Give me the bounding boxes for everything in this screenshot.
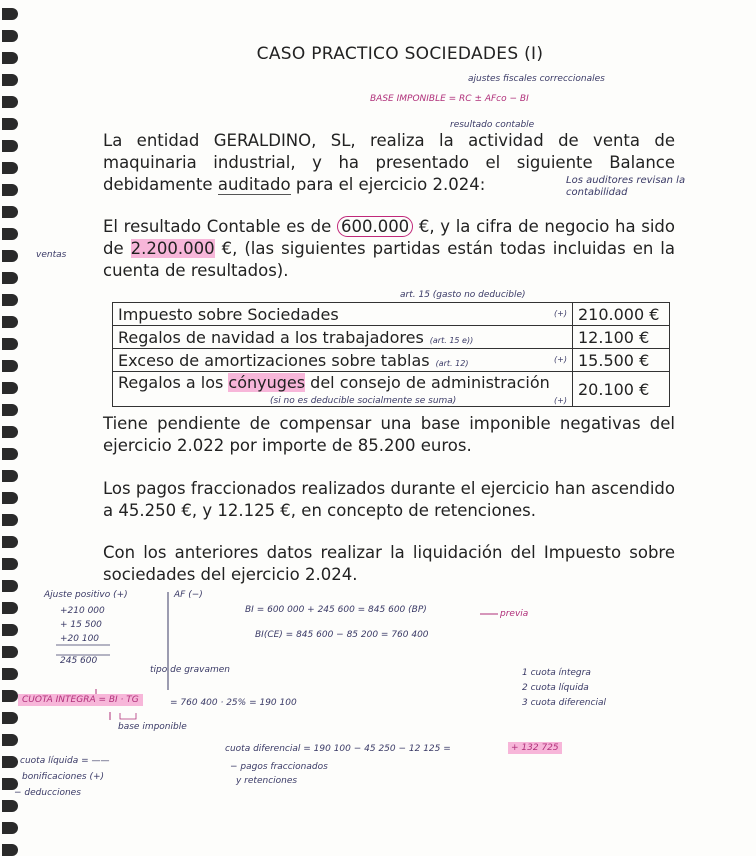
hw-diferencial: cuota diferencial = 190 100 − 45 250 − 12 125 = <box>225 744 451 754</box>
row-label-a: Impuesto sobre Sociedades <box>118 304 339 324</box>
p2-a: El resultado Contable es de <box>103 217 337 236</box>
row-label-b: del consejo de administración <box>305 373 550 392</box>
turnover-value: 2.200.000 <box>130 239 215 258</box>
hw-list-1: 1 cuota íntegra <box>522 668 591 678</box>
table-note-below: (si no es deducible socialmente se suma) <box>270 396 457 406</box>
p1-a: La entidad <box>103 131 214 150</box>
paragraph-base-negativa: Tiene pendiente de compensar una base imponible negativas del ejercicio 2.022 por importe de 85.200 euros. <box>103 414 675 455</box>
hw-pagos: − pagos fraccionados <box>230 762 328 772</box>
hw-ajuste-pos: Ajuste positivo (+) <box>44 590 128 600</box>
row-amount: 210.000 € <box>573 303 670 326</box>
paragraph-pagos: Los pagos fraccionados realizados durante el ejercicio han ascendido a 45.250 €, y 12.125 €, en concepto de retenciones. <box>103 479 675 520</box>
row-note: (art. 15 e)) <box>429 335 474 345</box>
p1-b: , realiza la actividad de venta de maquinaria industrial, y ha presentado el siguiente Balance debidamente <box>103 131 676 194</box>
result-value: 600.000 <box>337 216 413 237</box>
note-auditores: Los auditores revisan la contabilidad <box>566 175 686 198</box>
row-note: (art. 12) <box>435 358 469 368</box>
hw-sum-1: +210 000 <box>60 606 105 616</box>
hw-liquida: cuota líquida = —— <box>20 756 110 766</box>
hw-bonif: bonificaciones (+) <box>22 772 105 782</box>
note-resultado: resultado contable <box>450 120 535 130</box>
hw-previa: previa <box>500 609 529 619</box>
hw-list-3: 3 cuota diferencial <box>522 698 606 708</box>
hw-deduc: − deducciones <box>14 788 81 798</box>
hw-tipo: tipo de gravamen <box>150 665 230 675</box>
audited-word: auditado <box>217 175 291 194</box>
hw-bice-line: BI(CE) = 845 600 − 85 200 = 760 400 <box>255 630 429 640</box>
paragraph-task: Con los anteriores datos realizar la liquidación del Impuesto sobre sociedades del ejercicio 2.024. <box>103 543 675 584</box>
table-note-above: art. 15 (gasto no deducible) <box>400 290 526 300</box>
p2-b: €, y la cifra de negocio ha sido de <box>103 217 675 258</box>
hw-base: base imponible <box>118 722 187 732</box>
hw-diferencial-result: + 132 725 <box>508 742 562 754</box>
hw-sum-3: +20 100 <box>60 634 100 644</box>
row-sign: (+) <box>554 396 567 405</box>
row-label-hl: cónyuges <box>228 373 306 392</box>
row-amount: 20.100 € <box>573 372 670 407</box>
row-label-a: Exceso de amortizaciones sobre tablas <box>118 350 430 370</box>
hw-cuota-calc: = 760 400 · 25% = 190 100 <box>170 698 297 708</box>
hw-cuota-integra: CUOTA INTEGRA = BI · TG <box>18 694 143 706</box>
company-name: GERALDINO, SL <box>213 131 351 150</box>
row-amount: 12.100 € <box>573 326 670 349</box>
hw-ajuste-neg: AF (−) <box>174 590 203 600</box>
hw-sum-2: + 15 500 <box>60 620 102 630</box>
row-label-a: Regalos a los <box>118 373 229 392</box>
p2-c: €, (las siguientes partidas están todas incluidas en la cuenta de resultados). <box>103 239 676 280</box>
note-ajustes: ajustes fiscales correccionales <box>468 74 605 84</box>
row-amount: 15.500 € <box>573 349 670 372</box>
hw-list-2: 2 cuota líquida <box>522 683 589 693</box>
hw-sum-total: 245 600 <box>60 656 98 666</box>
hw-bi-line: BI = 600 000 + 245 600 = 845 600 (BP) <box>245 605 427 615</box>
row-sign: (+) <box>554 308 567 318</box>
note-base-formula: BASE IMPONIBLE = RC ± AFco − BI <box>370 94 529 104</box>
note-ventas: ventas <box>36 250 67 260</box>
hw-retenciones: y retenciones <box>236 776 298 786</box>
p1-c: para el ejercicio 2.024: <box>290 175 486 194</box>
row-sign: (+) <box>554 354 567 364</box>
row-label-a: Regalos de navidad a los trabajadores <box>118 327 424 347</box>
page-title: CASO PRACTICO SOCIEDADES (I) <box>256 44 544 64</box>
